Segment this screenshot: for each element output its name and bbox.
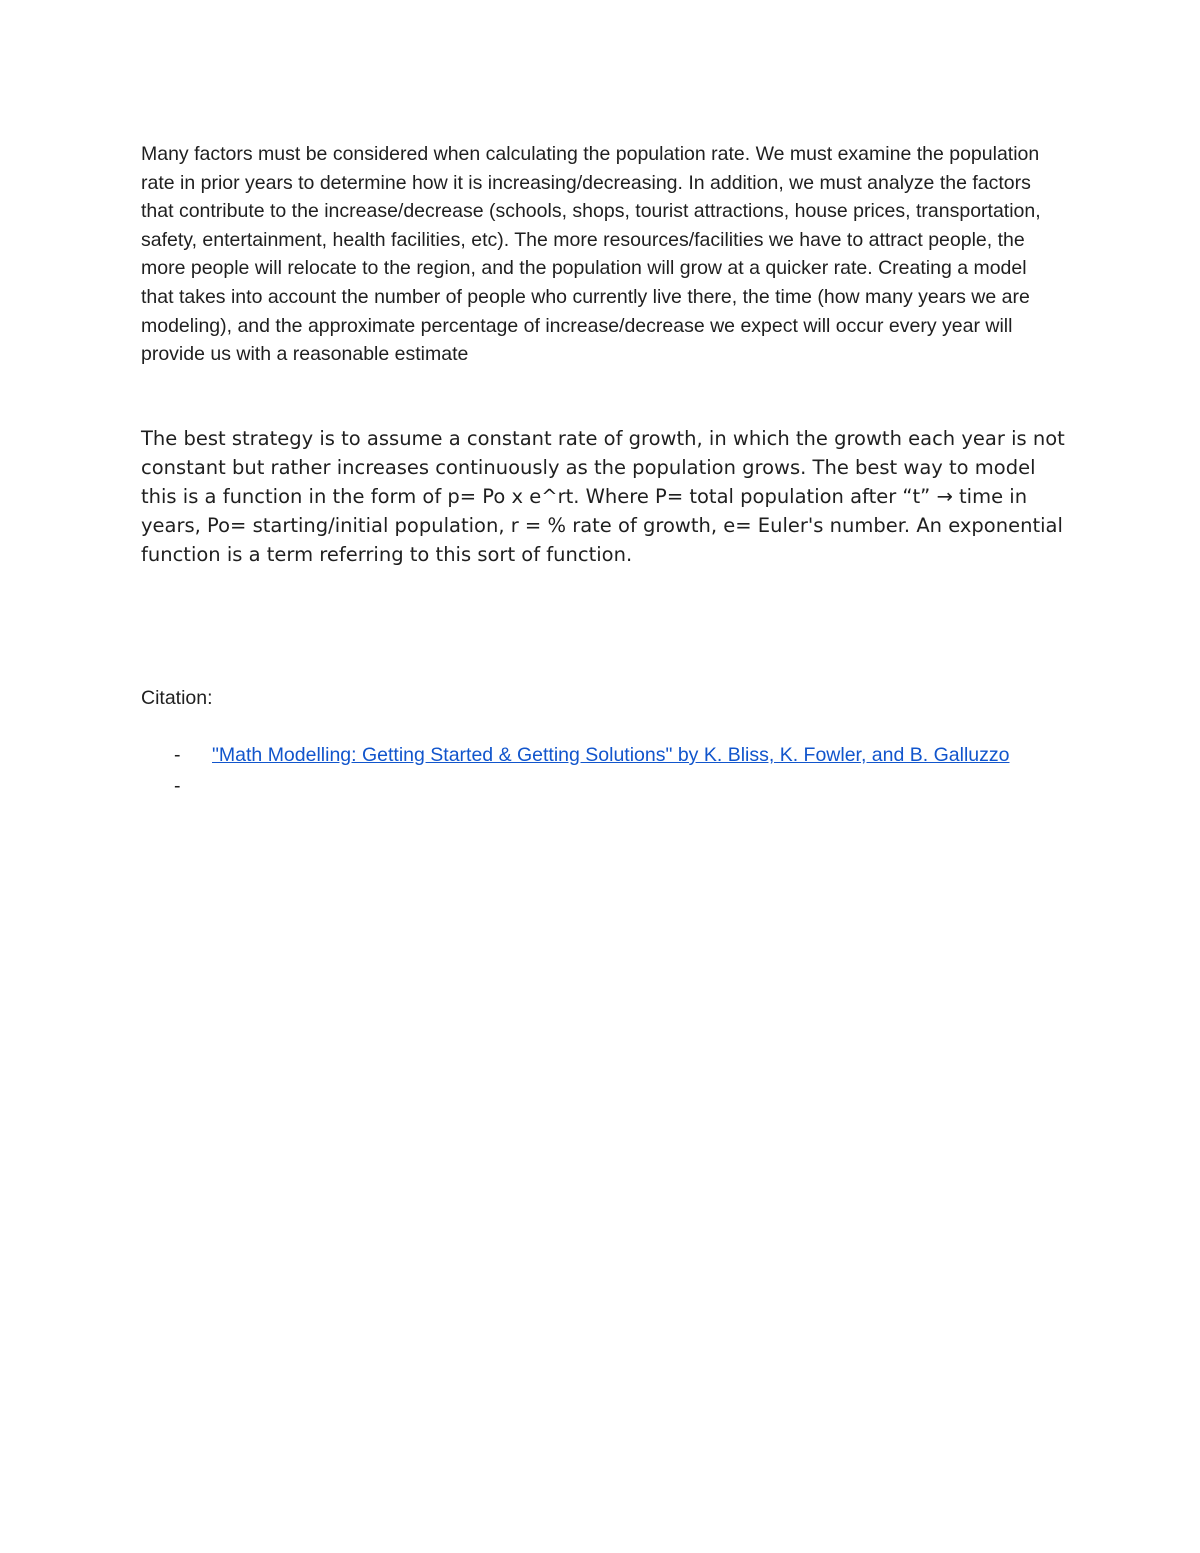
list-bullet: -: [174, 775, 181, 797]
paragraph-growth-model: The best strategy is to assume a constant rate of growth, in which the growth each year is not constant but rather increases continuously as the population grows. The best way to model this is a function in the form of p= Po x e^rt. Where P= total population after “t” → time in years, Po= starting/initial population, r = % rate of growth, e= Euler's number. An exponential function is a term referring to this sort of function.: [141, 427, 1065, 566]
citation-heading: Citation:: [141, 687, 213, 709]
paragraph-population-factors: Many factors must be considered when calculating the population rate. We must examine the population rate in prior years to determine how it is increasing/decreasing. In addition, we must analyze the factors that contribute to the increase/decrease (schools, shops, tourist attractions, house prices, transportation, safety, entertainment, health facilities, etc). The more resources/facilities we have to attract people, the more people will relocate to the region, and the population will grow at a quicker rate. Creating a model that takes into account the number of people who currently live there, the time (how many years we are modeling), and the approximate percentage of increase/decrease we expect will occur every year will provide us with a reasonable estimate: [141, 143, 1041, 366]
citation-item: [141, 740, 1071, 771]
citation-link[interactable]: "Math Modelling: Getting Started & Getting Solutions" by K. Bliss, K. Fowler, and B. Galluzzo: [212, 744, 1010, 766]
citation-list: [141, 740, 1071, 802]
list-bullet: -: [174, 744, 181, 766]
citation-item: [141, 771, 1071, 802]
